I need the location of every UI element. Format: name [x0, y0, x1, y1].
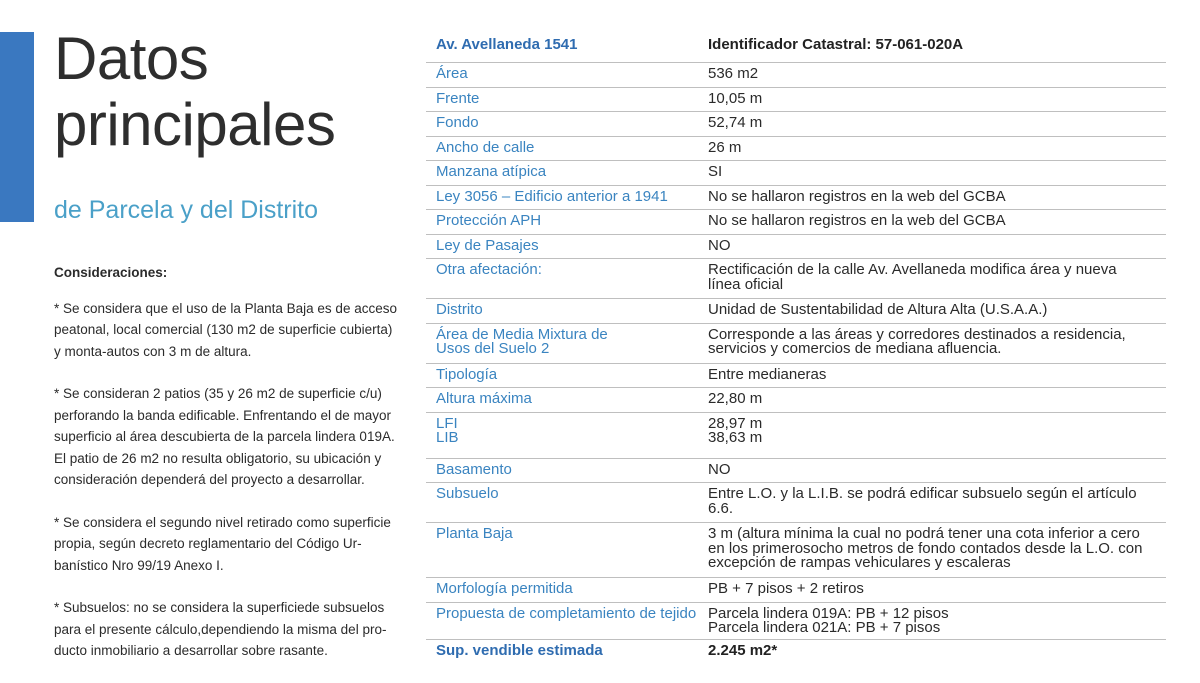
table-row — [426, 413, 1166, 459]
table-row — [426, 161, 1166, 186]
row-label-line: Fondo — [436, 114, 479, 131]
row-value — [708, 523, 1166, 577]
row-value-line: 38,63 m — [708, 429, 763, 446]
row-value — [708, 137, 1166, 161]
row-value — [708, 364, 1166, 388]
row-label — [426, 483, 708, 522]
row-value-line: NO — [708, 236, 731, 254]
row-label-line: Planta Baja — [436, 525, 513, 542]
estimated-area-value: 2.245 m2* — [708, 641, 778, 659]
row-value — [708, 299, 1166, 323]
row-value-line: No se hallaron registros en la web del GCBA — [708, 212, 1006, 229]
row-label-line: LIB — [436, 429, 459, 446]
cadastral-id: Identificador Catastral: 57-061-020A — [708, 36, 964, 53]
row-value — [708, 413, 1166, 458]
table-body — [426, 63, 1166, 640]
row-label — [426, 459, 708, 483]
row-label — [426, 259, 708, 298]
row-value-line: Parcela lindera 019A: PB + 12 pisos — [708, 604, 949, 622]
row-label-line: Tipología — [436, 365, 498, 383]
row-label — [426, 364, 708, 388]
table-footer-row — [426, 640, 1166, 664]
row-value-line: Corresponde a las áreas y corredores destinados a residencia, — [708, 325, 1126, 343]
row-value — [708, 483, 1166, 522]
parcel-data-table — [426, 33, 1166, 664]
table-row — [426, 186, 1166, 211]
row-value — [708, 112, 1166, 136]
row-value-line: Entre L.O. y la L.I.B. se podrá edificar subsuelo según el artículo — [708, 485, 1137, 502]
table-row — [426, 364, 1166, 389]
row-value-line: 536 m2 — [708, 65, 759, 82]
title-line: principales — [54, 91, 336, 158]
row-value — [708, 186, 1166, 210]
row-value-line: excepción de rampas vehiculares y escaleras — [708, 554, 1011, 571]
row-label-line: Protección APH — [436, 212, 542, 229]
row-label — [426, 299, 708, 323]
row-label-line: Otra afectación: — [436, 261, 542, 278]
table-row — [426, 137, 1166, 162]
row-value-line: 6.6. — [708, 499, 734, 517]
table-row — [426, 324, 1166, 364]
row-value-line: NO — [708, 460, 731, 478]
row-value — [708, 161, 1166, 185]
row-label — [426, 603, 708, 639]
accent-bar — [0, 32, 34, 222]
row-label-line: Usos del Suelo 2 — [436, 340, 550, 357]
table-row — [426, 210, 1166, 235]
estimated-area-label: Sup. vendible estimada — [436, 641, 603, 659]
row-label — [426, 161, 708, 185]
row-label — [426, 112, 708, 136]
row-value — [708, 578, 1166, 602]
row-label-line: Frente — [436, 89, 480, 107]
row-value-line: 10,05 m — [708, 89, 763, 107]
table-row — [426, 63, 1166, 88]
row-value — [708, 235, 1166, 259]
table-row — [426, 483, 1166, 523]
row-label — [426, 523, 708, 577]
row-value-line: 28,97 m — [708, 414, 763, 432]
row-label — [426, 186, 708, 210]
table-row — [426, 112, 1166, 137]
row-label — [426, 137, 708, 161]
row-label-line: Altura máxima — [436, 390, 532, 407]
table-row — [426, 88, 1166, 113]
table-row — [426, 235, 1166, 260]
row-value — [708, 63, 1166, 87]
page-subtitle: de Parcela y del Distrito — [54, 196, 319, 224]
row-value — [708, 459, 1166, 483]
row-value-line: en los primerosocho metros de fondo contados desde la L.O. con — [708, 539, 1143, 557]
row-value — [708, 388, 1166, 412]
row-value — [708, 603, 1166, 639]
row-label-line: Área de Media Mixtura de — [436, 325, 608, 343]
row-value — [708, 88, 1166, 112]
row-value-line: 3 m (altura mínima la cual no podrá tener una cota inferior a cero — [708, 525, 1140, 542]
considerations-section — [54, 262, 399, 683]
table-row — [426, 603, 1166, 640]
row-value — [708, 259, 1166, 298]
row-value-line: PB + 7 pisos + 2 retiros — [708, 580, 864, 597]
consideration-paragraph: * Se considera el segundo nivel retirado como superficie propia, según decreto reglamentario del Código Ur-banístico Nro 99/19 Anexo I. — [54, 514, 391, 573]
row-label — [426, 63, 708, 87]
row-label — [426, 235, 708, 259]
row-label — [426, 88, 708, 112]
table-row — [426, 523, 1166, 578]
row-label-line: Subsuelo — [436, 485, 499, 502]
row-label-line: Manzana atípica — [436, 163, 547, 180]
table-row — [426, 259, 1166, 299]
row-label — [426, 413, 708, 458]
consideration-paragraph: * Se considera que el uso de la Planta Baja es de acceso peatonal, local comercial (130 m2 de superficie cubierta) y monta-autos con 3 m de altura. — [54, 300, 397, 359]
considerations-heading: Consideraciones: — [54, 265, 168, 280]
consideration-paragraph: * Subsuelos: no se considera la superficiede subsuelos para el presente cálculo,dependiendo la misma del pro-ducto inmobiliario a desarrollar sobre rasante. — [54, 600, 387, 658]
row-label-line: LFI — [436, 414, 458, 432]
row-label — [426, 578, 708, 602]
row-label-line: Basamento — [436, 460, 512, 478]
row-label — [426, 324, 708, 363]
consideration-paragraph: * Se consideran 2 patios (35 y 26 m2 de superficie c/u) perforando la banda edificable. Enfrentando el de mayor superficio al área descubierta de la parcela lindera 019A. El patio de 26 m2 no resulta obligatorio, su ubicación y consideración dependerá del proyecto a desarrollar. — [54, 386, 395, 487]
row-label-line: Distrito — [436, 301, 483, 318]
row-label-line: Área — [436, 65, 468, 82]
row-value — [708, 210, 1166, 234]
row-label-line: Morfología permitida — [436, 580, 573, 597]
row-label — [426, 210, 708, 234]
row-label-line: Propuesta de completamiento de tejido — [436, 604, 697, 622]
row-value-line: Entre medianeras — [708, 365, 827, 383]
address-label: Av. Avellaneda 1541 — [436, 36, 578, 53]
title-line: Datos — [54, 25, 209, 92]
row-value-line: 52,74 m — [708, 114, 763, 131]
table-header-row — [426, 33, 1166, 63]
row-value-line: Rectificación de la calle Av. Avellaneda modifica área y nueva — [708, 261, 1117, 278]
table-row — [426, 578, 1166, 603]
row-value-line: 26 m — [708, 138, 742, 156]
row-value-line: SI — [708, 163, 723, 180]
row-value-line: Parcela lindera 021A: PB + 7 pisos — [708, 619, 941, 636]
row-label-line: Ley de Pasajes — [436, 236, 539, 254]
row-value-line: servicios y comercios de mediana afluencia. — [708, 340, 1002, 357]
row-label — [426, 388, 708, 412]
row-value-line: línea oficial — [708, 275, 784, 293]
row-label-line: Ancho de calle — [436, 138, 535, 156]
page-title — [54, 26, 335, 158]
row-value-line: 22,80 m — [708, 390, 763, 407]
table-row — [426, 299, 1166, 324]
row-value — [708, 324, 1166, 363]
table-row — [426, 388, 1166, 413]
row-value-line: Unidad de Sustentabilidad de Altura Alta (U.S.A.A.) — [708, 301, 1048, 318]
table-row — [426, 459, 1166, 484]
row-label-line: Ley 3056 – Edificio anterior a 1941 — [436, 187, 668, 205]
row-value-line: No se hallaron registros en la web del GCBA — [708, 187, 1006, 205]
